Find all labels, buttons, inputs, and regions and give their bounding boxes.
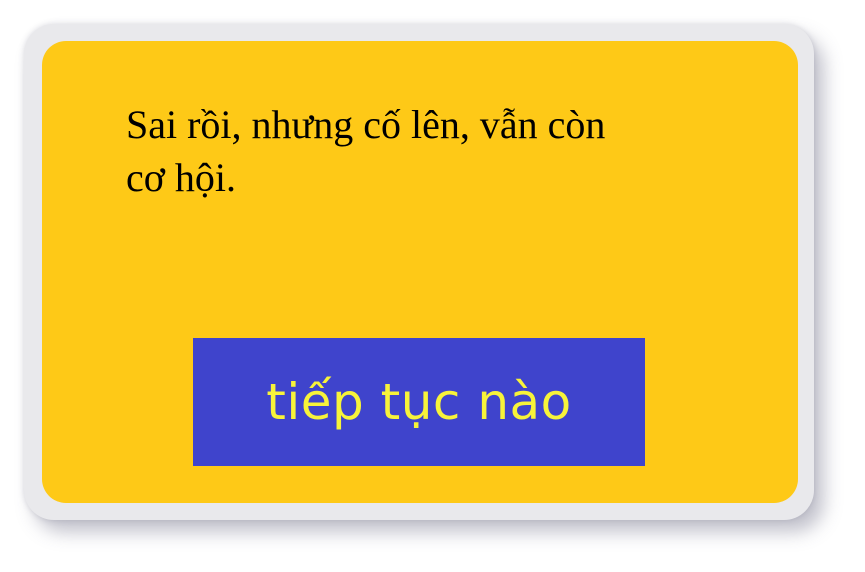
continue-button[interactable]: tiếp tục nào — [193, 338, 645, 466]
feedback-message: Sai rồi, nhưng cố lên, vẫn còn cơ hội. — [126, 102, 606, 200]
